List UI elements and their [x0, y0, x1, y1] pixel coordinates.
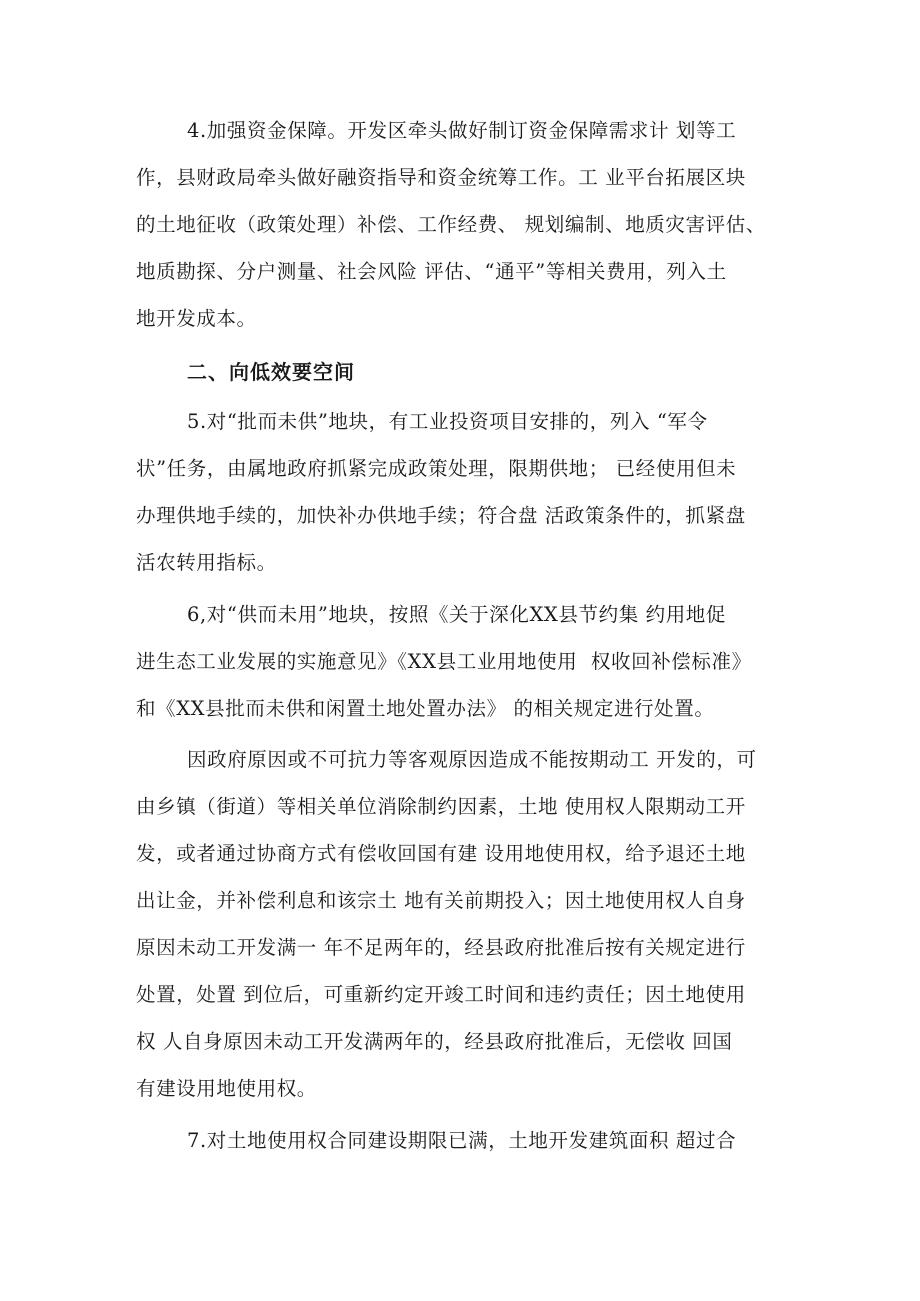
item4-line-4: 地质勘探、分户测量、社会风险 评估、“通平”等相关费用，列入土 [136, 260, 727, 283]
item5-line-2: 状”任务，由属地政府抓紧完成政策处理，限期供地； 已经使用但未 [136, 457, 737, 480]
item6-line-1: 6,对“供而未用”地块，按照《关于深化XX县节约集 约用地促 [187, 603, 727, 626]
item4-line-5: 地开发成本。 [136, 307, 257, 330]
cause-line-7: 权 人自身原因未动工开发满两年的，经县政府批准后，无偿收 回国 [136, 1030, 733, 1053]
item5-line-4: 活农转用指标。 [136, 551, 277, 574]
cause-line-2: 由乡镇（街道）等相关单位消除制约因素，土地 使用权人限期动工开 [136, 795, 746, 818]
cause-line-5: 原因未动工开发满一 年不足两年的，经县政府批准后按有关规定进行 [136, 936, 746, 959]
item4-line-1: 4.加强资金保障。开发区牵头做好制订资金保障需求计 划等工 [187, 119, 737, 142]
cause-line-8: 有建设用地使用权。 [136, 1077, 317, 1100]
cause-line-6: 处置，处置 到位后，可重新约定开竣工时间和违约责任；因土地使用 [136, 983, 746, 1006]
section-heading: 二、向低效要空间 [187, 360, 355, 384]
item4-line-3: 的土地征收（政策处理）补偿、工作经费、 规划编制、地质灾害评估、 [136, 213, 766, 236]
cause-line-1: 因政府原因或不可抗力等客观原因造成不能按期动工 开发的，可 [187, 748, 757, 771]
item5-line-1: 5.对“批而未供”地块，有工业投资项目安排的，列入 “军令 [187, 410, 708, 433]
item6-line-2: 进生态工业发展的实施意见》《XX县工业用地使用 权收回补偿标准》 [136, 650, 752, 673]
cause-line-4: 出让金，并补偿利息和该宗土 地有关前期投入；因土地使用权人自身 [136, 889, 746, 912]
cause-line-3: 发，或者通过协商方式有偿收回国有建 设用地使用权，给予退还土地 [136, 842, 746, 865]
item7-line-1: 7.对土地使用权合同建设期限已满，土地开发建筑面积 超过合 [187, 1129, 737, 1152]
item4-line-2: 作，县财政局牵头做好融资指导和资金统筹工作。工 业平台拓展区块 [136, 166, 746, 189]
item6-line-3: 和《XX县批而未供和闲置土地处置办法》 的相关规定进行处置。 [136, 697, 715, 720]
item5-line-3: 办理供地手续的，加快补办供地手续；符合盘 活政策条件的，抓紧盘 [136, 504, 746, 527]
